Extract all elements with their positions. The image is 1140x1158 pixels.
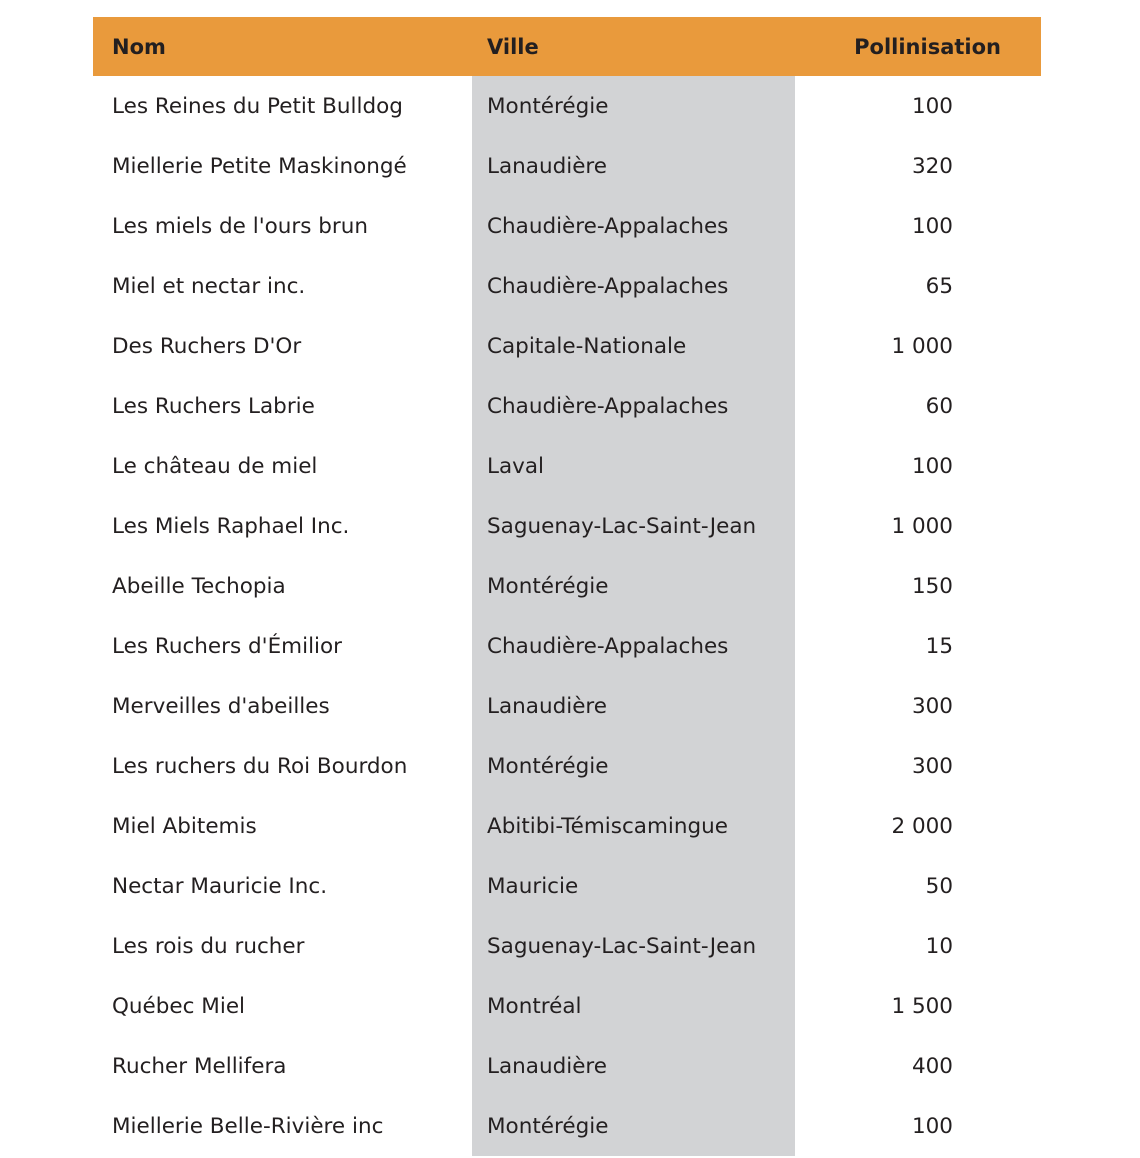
table-body: [93, 76, 1041, 1156]
cell-nom: Les ruchers du Roi Bourdon: [112, 754, 408, 779]
cell-pollinisation: 1 000: [891, 514, 953, 539]
table-row: [93, 676, 1041, 736]
cell-ville: Saguenay-Lac-Saint-Jean: [487, 934, 757, 959]
cell-pollinisation: 60: [925, 394, 953, 419]
cell-pollinisation: 65: [925, 274, 953, 299]
cell-nom: Miellerie Belle-Rivière inc: [112, 1114, 384, 1139]
cell-ville: Chaudière-Appalaches: [487, 274, 729, 299]
table-row: [93, 496, 1041, 556]
table-row: [93, 556, 1041, 616]
cell-pollinisation: 1 000: [891, 334, 953, 359]
cell-ville: Capitale-Nationale: [487, 334, 687, 359]
cell-ville: Montérégie: [487, 754, 609, 779]
cell-nom: Des Ruchers D'Or: [112, 334, 302, 359]
cell-pollinisation: 1 500: [891, 994, 953, 1019]
cell-pollinisation: 150: [911, 574, 953, 599]
cell-nom: Rucher Mellifera: [112, 1054, 287, 1079]
cell-ville: Montréal: [487, 994, 582, 1019]
table-row: [93, 256, 1041, 316]
table-header: [93, 17, 1041, 76]
table-row: [93, 976, 1041, 1036]
beekeepers-table: [93, 17, 1041, 1156]
table-row: [93, 136, 1041, 196]
cell-pollinisation: 2 000: [891, 814, 953, 839]
cell-ville: Lanaudière: [487, 154, 608, 179]
cell-ville: Chaudière-Appalaches: [487, 214, 729, 239]
cell-ville: Mauricie: [487, 874, 579, 899]
cell-pollinisation: 50: [925, 874, 953, 899]
cell-pollinisation: 320: [911, 154, 953, 179]
cell-nom: Le château de miel: [112, 454, 318, 479]
cell-pollinisation: 15: [925, 634, 953, 659]
cell-pollinisation: 10: [925, 934, 953, 959]
table-row: [93, 616, 1041, 676]
cell-nom: Les Reines du Petit Bulldog: [112, 94, 403, 119]
table-row: [93, 316, 1041, 376]
cell-nom: Abeille Techopia: [112, 574, 286, 599]
cell-nom: Les miels de l'ours brun: [112, 214, 369, 239]
cell-nom: Les rois du rucher: [112, 934, 305, 959]
cell-nom: Les Miels Raphael Inc.: [112, 514, 350, 539]
cell-pollinisation: 100: [911, 214, 953, 239]
cell-nom: Les Ruchers d'Émilior: [112, 634, 343, 659]
cell-nom: Miel Abitemis: [112, 814, 257, 839]
cell-ville: Laval: [487, 454, 545, 479]
header-pollinisation: Pollinisation: [854, 35, 1001, 59]
cell-ville: Lanaudière: [487, 694, 608, 719]
cell-pollinisation: 300: [911, 754, 953, 779]
header-ville: Ville: [487, 35, 539, 59]
cell-ville: Chaudière-Appalaches: [487, 634, 729, 659]
cell-nom: Nectar Mauricie Inc.: [112, 874, 328, 899]
table-row: [93, 916, 1041, 976]
cell-ville: Abitibi-Témiscamingue: [487, 814, 729, 839]
table-row: [93, 436, 1041, 496]
cell-pollinisation: 100: [911, 1114, 953, 1139]
cell-nom: Merveilles d'abeilles: [112, 694, 330, 719]
cell-ville: Lanaudière: [487, 1054, 608, 1079]
cell-nom: Québec Miel: [112, 994, 246, 1019]
cell-ville: Saguenay-Lac-Saint-Jean: [487, 514, 757, 539]
cell-ville: Montérégie: [487, 94, 609, 119]
cell-ville: Chaudière-Appalaches: [487, 394, 729, 419]
table-row: [93, 76, 1041, 136]
cell-ville: Montérégie: [487, 574, 609, 599]
table-row: [93, 196, 1041, 256]
cell-pollinisation: 100: [911, 454, 953, 479]
cell-nom: Miel et nectar inc.: [112, 274, 306, 299]
cell-nom: Les Ruchers Labrie: [112, 394, 315, 419]
cell-pollinisation: 300: [911, 694, 953, 719]
header-nom: Nom: [112, 35, 166, 59]
cell-ville: Montérégie: [487, 1114, 609, 1139]
table-row: [93, 376, 1041, 436]
cell-nom: Miellerie Petite Maskinongé: [112, 154, 407, 179]
table-row: [93, 1036, 1041, 1096]
table-row: [93, 856, 1041, 916]
cell-pollinisation: 400: [911, 1054, 953, 1079]
table-row: [93, 736, 1041, 796]
cell-pollinisation: 100: [911, 94, 953, 119]
table-row: [93, 1096, 1041, 1156]
table-row: [93, 796, 1041, 856]
